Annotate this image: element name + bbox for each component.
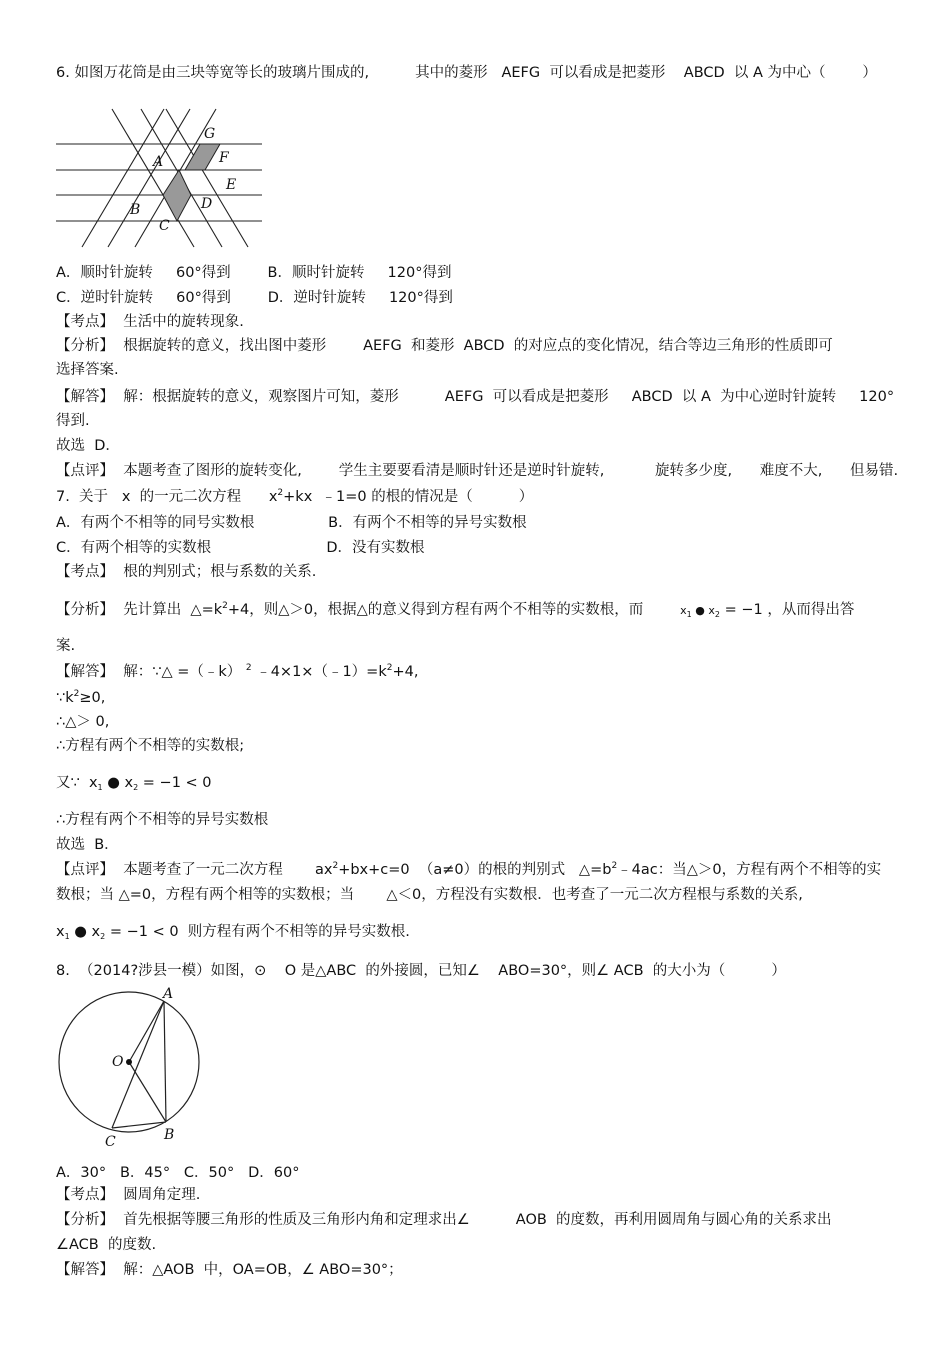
q6-jieda-2: 得到.: [56, 413, 90, 429]
q7-fenxi-1: 【分析】 先计算出 $\triangle=k^2+4$，则△＞0，根据△的意义得到方程有两个不相等的实数根，而 $x_1$ ● $x_2 = -1$ ，从而得出答: [56, 601, 855, 619]
q7-jieda-1: 【解答】 解：∵△ =（﹣k） $^2$ $﹣4\times 1\times(﹣1)=k^2+4$,: [56, 663, 419, 680]
q6-label-g: G: [204, 126, 216, 142]
q8-stem: 8. （2014?涉县一模）如图，⊙ O 是△ABC 的外接圆，已知∠ ABO=30°，则∠ ACB 的大小为（ ）: [56, 963, 786, 979]
q6-label-a: A: [153, 154, 164, 170]
q7-fenxi-2: 案.: [56, 638, 76, 654]
q6-dianping: 【点评】 本题考查了图形的旋转变化, 学生主要要看清是顺时针还是逆时针旋转, 旋转多少度, 难度不大, 但易错.: [56, 463, 899, 479]
q8-fenxi-1: 【分析】 首先根据等腰三角形的性质及三角形内角和定理求出∠ AOB 的度数，再利用圆周角与圆心角的关系求出: [56, 1212, 832, 1228]
q6-label-f: F: [219, 150, 229, 166]
q7-stem: 7. 关于 x 的一元二次方程 $x^2+kx$ ﹣1=0 的根的情况是（ ）: [56, 488, 534, 505]
q6-stem: 6. 如图万花筒是由三块等宽等长的玻璃片围成的, 其中的菱形 AEFG 可以看成是把菱形 ABCD 以 A 为中心（ ）: [56, 65, 877, 81]
q7-step-4: ∴方程有两个不相等的实数根;: [56, 738, 245, 754]
q6-answer: 故选 D．: [56, 438, 120, 454]
q6-label-d: D: [201, 196, 213, 212]
q8-kaodian: 【考点】 圆周角定理.: [56, 1187, 201, 1203]
q6-options-cd: C．逆时针旋转 60°得到 D．逆时针旋转 120°得到: [56, 290, 453, 306]
q6-jieda-1: 【解答】 解：根据旋转的意义，观察图片可知，菱形 AEFG 可以看成是把菱形 ABCD 以 A 为中心逆时针旋转 120°: [56, 389, 895, 405]
q6-options-ab: A．顺时针旋转 60°得到 B．顺时针旋转 120°得到: [56, 265, 452, 281]
q6-kaodian: 【考点】 生活中的旋转现象.: [56, 314, 244, 330]
q7-dianping-3: $x_1$ ● $x_2 = -1 < 0$ 则方程有两个不相等的异号实数根.: [56, 924, 410, 941]
q8-label-b: B: [164, 1127, 175, 1143]
q6-fenxi-2: 选择答案.: [56, 362, 119, 378]
q6-label-c: C: [159, 218, 170, 234]
q7-answer: 故选 B．: [56, 837, 119, 853]
q7-step-3: ∴△＞ 0,: [56, 714, 110, 730]
q8-fenxi-2: ∠ACB 的度数.: [56, 1237, 157, 1253]
q8-center-point: [126, 1059, 132, 1065]
q7-step-6: ∴方程有两个不相等的异号实数根: [56, 812, 269, 828]
q7-dianping-1: 【点评】 本题考查了一元二次方程 $ax^2+bx+c=0$ （a≠0）的根的判别式 $\triangle=b^2﹣4ac$：当△＞0，方程有两个不相等的实: [56, 861, 882, 878]
q8-label-c: C: [105, 1134, 116, 1150]
q7-options-cd: C．有两个相等的实数根 D．没有实数根: [56, 540, 425, 556]
q8-circle-figure: [56, 984, 206, 1156]
q8-label-o: O: [112, 1054, 124, 1070]
q7-dianping-2: 数根；当 △=0，方程有两个相等的实数根；当 △＜0，方程没有实数根．也考查了一元二次方程根与系数的关系,: [56, 887, 803, 903]
q6-label-e: E: [226, 177, 237, 193]
q6-kaleidoscope-figure: [56, 104, 268, 250]
q8-jieda: 【解答】 解：△AOB 中，OA=OB，∠ ABO=30°；: [56, 1262, 403, 1278]
q6-fenxi-1: 【分析】 根据旋转的意义，找出图中菱形 AEFG 和菱形 ABCD 的对应点的变化情况，结合等边三角形的性质即可: [56, 338, 833, 354]
q7-options-ab: A．有两个不相等的同号实数根 B．有两个不相等的异号实数根: [56, 515, 527, 531]
q6-label-b: B: [130, 202, 141, 218]
q7-step-5: 又∵ $x_1$ ● $x_2 = -1 < 0$: [56, 775, 212, 792]
q8-label-a: A: [163, 986, 174, 1002]
q7-step-2: $\because k^2\ge 0$,: [56, 689, 106, 706]
q8-options: A．30° B．45° C．50° D．60°: [56, 1165, 300, 1181]
q7-kaodian: 【考点】 根的判别式；根与系数的关系.: [56, 564, 317, 580]
